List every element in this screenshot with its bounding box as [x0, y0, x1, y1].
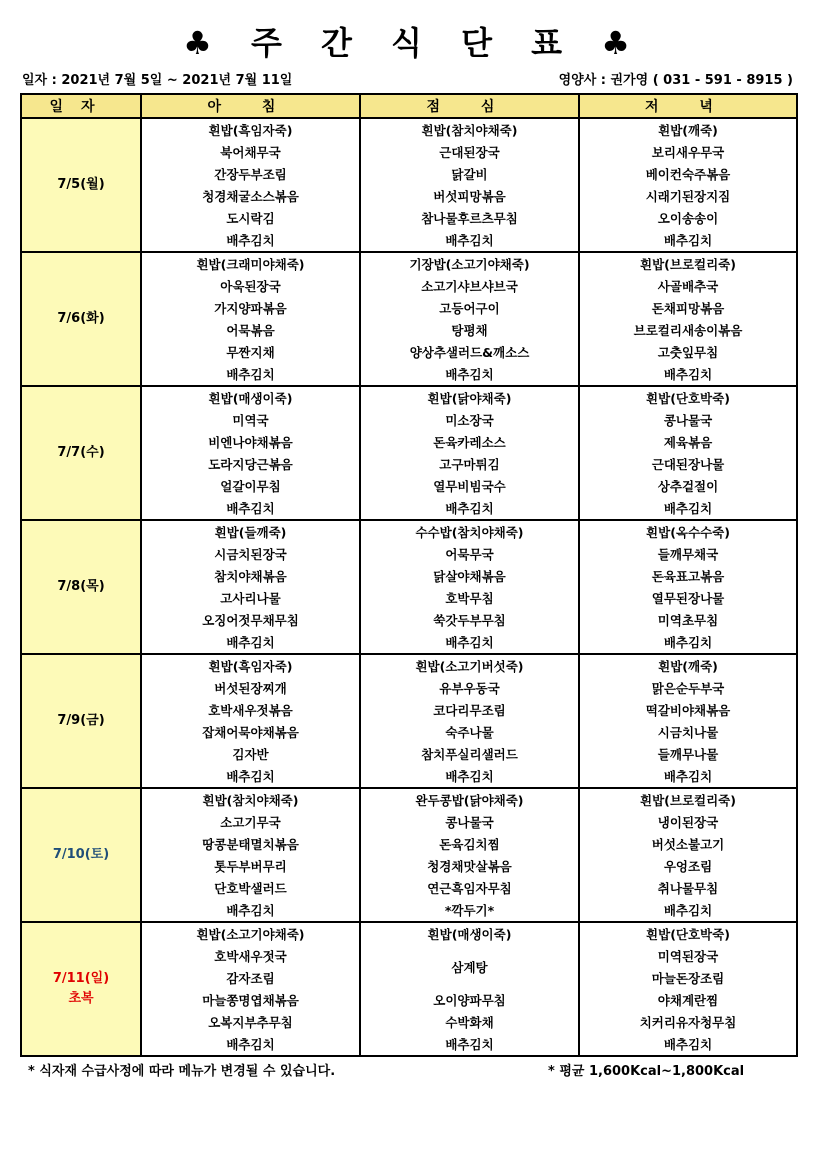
lunch-item: 배추김치 [360, 497, 579, 520]
lunch-item: 연근흑임자무침 [360, 877, 579, 899]
dinner-item: 흰밥(브로컬리죽) [579, 788, 797, 811]
lunch-item: 고구마튀김 [360, 453, 579, 475]
lunch-item: 버섯피망볶음 [360, 185, 579, 207]
lunch-item: 흰밥(매생이죽) [360, 922, 579, 945]
date-range: 일자 : 2021년 7월 5일 ~ 2021년 7월 11일 [22, 73, 293, 88]
table-row [21, 922, 797, 945]
lunch-item: 호박무침 [360, 587, 579, 609]
dinner-item: 제육볶음 [579, 431, 797, 453]
table-row [21, 520, 797, 543]
lunch-item: 참나물후르츠무침 [360, 207, 579, 229]
dinner-item: 돈육표고볶음 [579, 565, 797, 587]
dinner-item: 돈채피망볶음 [579, 297, 797, 319]
lunch-item: 돈육카레소스 [360, 431, 579, 453]
breakfast-item: 북어채무국 [141, 141, 360, 163]
lunch-item: 배추김치 [360, 1033, 579, 1056]
lunch-item: 완두콩밥(닭야채죽) [360, 788, 579, 811]
breakfast-item: 감자조림 [141, 967, 360, 989]
breakfast-item: 배추김치 [141, 497, 360, 520]
day-label: 7/8(목) [57, 579, 105, 594]
dinner-item: 브로컬리새송이볶음 [579, 319, 797, 341]
lunch-item: 청경채맛살볶음 [360, 855, 579, 877]
lunch-item: 배추김치 [360, 363, 579, 386]
dinner-item: 야채계란찜 [579, 989, 797, 1011]
lunch-item: 열무비빔국수 [360, 475, 579, 497]
breakfast-item: 배추김치 [141, 899, 360, 922]
lunch-item: 쑥갓두부무침 [360, 609, 579, 631]
dinner-item: 시금치나물 [579, 721, 797, 743]
dinner-item: 배추김치 [579, 765, 797, 788]
breakfast-item: 배추김치 [141, 229, 360, 252]
calorie-notice: * 평균 1,600Kcal~1,800Kcal [548, 1064, 745, 1079]
breakfast-item: 배추김치 [141, 631, 360, 654]
breakfast-item: 도시락김 [141, 207, 360, 229]
dinner-item: 우엉조림 [579, 855, 797, 877]
breakfast-item: 얼갈이무침 [141, 475, 360, 497]
breakfast-item: 흰밥(흑임자죽) [141, 654, 360, 677]
breakfast-item: 오복지부추무침 [141, 1011, 360, 1033]
lunch-item: 소고기샤브샤브국 [360, 275, 579, 297]
day-label: 7/7(수) [57, 445, 105, 460]
dinner-item: 미역초무침 [579, 609, 797, 631]
lunch-item: 숙주나물 [360, 721, 579, 743]
breakfast-item: 아욱된장국 [141, 275, 360, 297]
day-label: 7/5(월) [57, 177, 105, 192]
lunch-item: 삼계탕 [360, 945, 579, 989]
breakfast-item: 미역국 [141, 409, 360, 431]
day-cell [21, 118, 141, 252]
dinner-item: 미역된장국 [579, 945, 797, 967]
dinner-item: 사골배추국 [579, 275, 797, 297]
lunch-item: *깍두기* [360, 899, 579, 922]
lunch-item: 수수밥(참치야채죽) [360, 520, 579, 543]
lunch-item: 닭갈비 [360, 163, 579, 185]
breakfast-item: 호박새우젓볶음 [141, 699, 360, 721]
dinner-item: 배추김치 [579, 497, 797, 520]
header-breakfast: 아 침 [141, 94, 360, 118]
dinner-item: 배추김치 [579, 1033, 797, 1056]
day-cell [21, 252, 141, 386]
breakfast-item: 무짠지채 [141, 341, 360, 363]
breakfast-item: 배추김치 [141, 363, 360, 386]
breakfast-item: 톳두부버무리 [141, 855, 360, 877]
dinner-item: 흰밥(깨죽) [579, 118, 797, 141]
dinner-item: 베이컨숙주볶음 [579, 163, 797, 185]
dinner-item: 근대된장나물 [579, 453, 797, 475]
breakfast-item: 가지양파볶음 [141, 297, 360, 319]
breakfast-item: 잡채어묵야채볶음 [141, 721, 360, 743]
breakfast-item: 땅콩분태멸치볶음 [141, 833, 360, 855]
dinner-item: 취나물무침 [579, 877, 797, 899]
breakfast-item: 시금치된장국 [141, 543, 360, 565]
lunch-item: 미소장국 [360, 409, 579, 431]
breakfast-item: 흰밥(크래미야채죽) [141, 252, 360, 275]
lunch-item: 흰밥(참치야채죽) [360, 118, 579, 141]
dinner-item: 치커리유자청무침 [579, 1011, 797, 1033]
lunch-item: 콩나물국 [360, 811, 579, 833]
lunch-item: 참치푸실리샐러드 [360, 743, 579, 765]
dinner-item: 흰밥(단호박죽) [579, 386, 797, 409]
breakfast-item: 청경채굴소스볶음 [141, 185, 360, 207]
lunch-item: 배추김치 [360, 631, 579, 654]
dinner-item: 상추겉절이 [579, 475, 797, 497]
breakfast-item: 소고기무국 [141, 811, 360, 833]
day-note: 초복 [68, 991, 94, 1006]
dinner-item: 들깨무채국 [579, 543, 797, 565]
breakfast-item: 마늘쫑명엽채볶음 [141, 989, 360, 1011]
table-row [21, 118, 797, 141]
dinner-item: 고춧잎무침 [579, 341, 797, 363]
dinner-item: 시래기된장지짐 [579, 185, 797, 207]
table-row [21, 654, 797, 677]
menu-body [21, 118, 797, 1056]
breakfast-item: 흰밥(참치야채죽) [141, 788, 360, 811]
lunch-item: 고등어구이 [360, 297, 579, 319]
lunch-item: 유부우동국 [360, 677, 579, 699]
header-day: 일자 [21, 94, 141, 118]
page-title: ♣ 주 간 식 단 표 ♣ [183, 24, 644, 62]
breakfast-item: 김자반 [141, 743, 360, 765]
table-row [21, 252, 797, 275]
header-lunch: 점 심 [360, 94, 579, 118]
day-cell [21, 654, 141, 788]
day-cell [21, 386, 141, 520]
change-notice: * 식자재 수급사정에 따라 메뉴가 변경될 수 있습니다. [28, 1064, 336, 1079]
lunch-item: 배추김치 [360, 229, 579, 252]
lunch-item: 돈육김치찜 [360, 833, 579, 855]
dinner-item: 배추김치 [579, 631, 797, 654]
dinner-item: 배추김치 [579, 363, 797, 386]
lunch-item: 흰밥(소고기버섯죽) [360, 654, 579, 677]
lunch-item: 흰밥(닭야채죽) [360, 386, 579, 409]
day-cell [21, 520, 141, 654]
dinner-item: 떡갈비야채볶음 [579, 699, 797, 721]
breakfast-item: 고사리나물 [141, 587, 360, 609]
dinner-item: 흰밥(깨죽) [579, 654, 797, 677]
dinner-item: 버섯소불고기 [579, 833, 797, 855]
breakfast-item: 비엔나야채볶음 [141, 431, 360, 453]
header-dinner: 저 녁 [579, 94, 797, 118]
breakfast-item: 흰밥(소고기야채죽) [141, 922, 360, 945]
table-header-row [21, 94, 797, 118]
breakfast-item: 배추김치 [141, 1033, 360, 1056]
lunch-item: 오이양파무침 [360, 989, 579, 1011]
dinner-item: 보리새우무국 [579, 141, 797, 163]
dinner-item: 콩나물국 [579, 409, 797, 431]
lunch-item: 닭살야채볶음 [360, 565, 579, 587]
dinner-item: 흰밥(단호박죽) [579, 922, 797, 945]
dietitian-info: 영양사 : 권가영 ( 031 - 591 - 8915 ) [558, 73, 793, 88]
dinner-item: 배추김치 [579, 229, 797, 252]
lunch-item: 양상추샐러드&깨소스 [360, 341, 579, 363]
day-label: 7/10(토) [52, 847, 110, 862]
table-row [21, 788, 797, 811]
day-label: 7/9(금) [57, 713, 105, 728]
lunch-item: 탕평채 [360, 319, 579, 341]
dinner-item: 맑은순두부국 [579, 677, 797, 699]
weekly-menu-table [20, 93, 798, 1057]
breakfast-item: 호박새우젓국 [141, 945, 360, 967]
dinner-item: 열무된장나물 [579, 587, 797, 609]
breakfast-item: 어묵볶음 [141, 319, 360, 341]
day-label: 7/11(일) [52, 971, 110, 986]
dinner-item: 흰밥(옥수수죽) [579, 520, 797, 543]
breakfast-item: 흰밥(흑임자죽) [141, 118, 360, 141]
breakfast-item: 참치야채볶음 [141, 565, 360, 587]
lunch-item: 코다리무조림 [360, 699, 579, 721]
dinner-item: 들깨무나물 [579, 743, 797, 765]
breakfast-item: 도라지당근볶음 [141, 453, 360, 475]
lunch-item: 수박화채 [360, 1011, 579, 1033]
breakfast-item: 오징어젓무채무침 [141, 609, 360, 631]
lunch-item: 배추김치 [360, 765, 579, 788]
breakfast-item: 단호박샐러드 [141, 877, 360, 899]
breakfast-item: 배추김치 [141, 765, 360, 788]
breakfast-item: 버섯된장찌개 [141, 677, 360, 699]
breakfast-item: 간장두부조림 [141, 163, 360, 185]
dinner-item: 흰밥(브로컬리죽) [579, 252, 797, 275]
day-label: 7/6(화) [57, 311, 105, 326]
breakfast-item: 흰밥(들깨죽) [141, 520, 360, 543]
dinner-item: 오이송송이 [579, 207, 797, 229]
dinner-item: 배추김치 [579, 899, 797, 922]
lunch-item: 근대된장국 [360, 141, 579, 163]
day-cell [21, 788, 141, 922]
day-cell [21, 922, 141, 1056]
dinner-item: 마늘돈장조림 [579, 967, 797, 989]
lunch-item: 기장밥(소고기야채죽) [360, 252, 579, 275]
table-row [21, 386, 797, 409]
dinner-item: 냉이된장국 [579, 811, 797, 833]
lunch-item: 어묵무국 [360, 543, 579, 565]
breakfast-item: 흰밥(매생이죽) [141, 386, 360, 409]
